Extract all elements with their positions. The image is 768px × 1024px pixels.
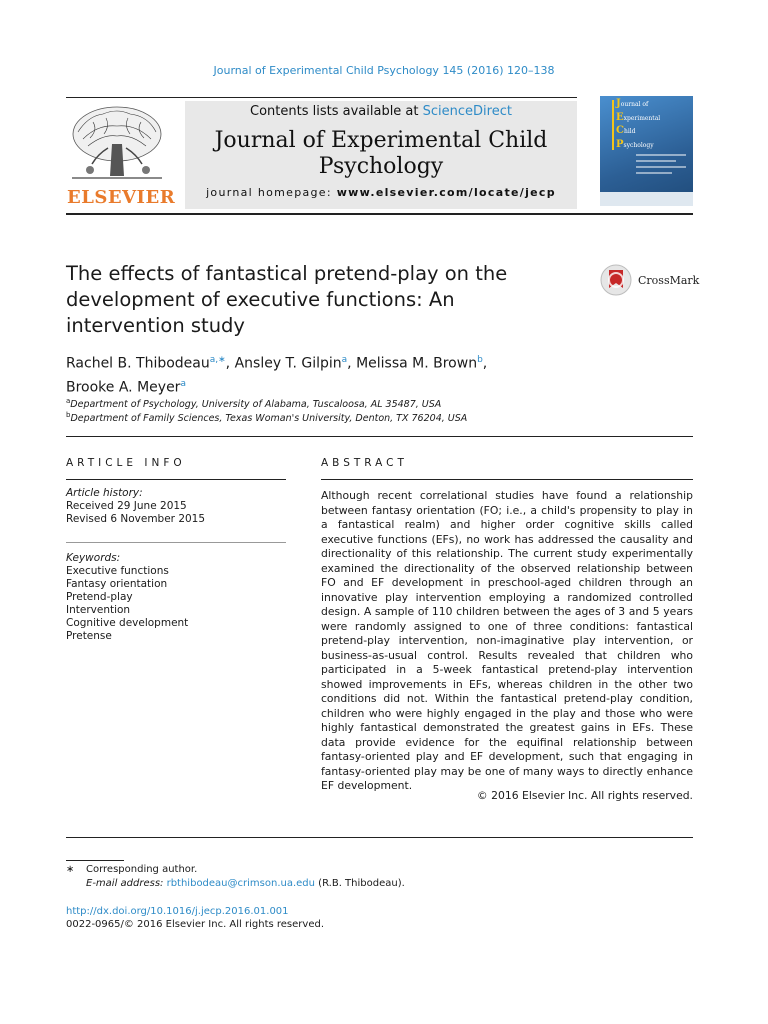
author-list	[66, 350, 606, 397]
email-note	[86, 878, 405, 889]
cover-letter: P	[616, 138, 624, 150]
journal-cover-image	[600, 96, 693, 206]
author-row	[66, 374, 606, 398]
article-history	[66, 487, 286, 526]
contents-prefix: Contents lists available at	[250, 104, 423, 119]
journal-title-line2: Psychology	[318, 154, 444, 179]
keyword: Pretense	[66, 630, 112, 642]
keyword: Fantasy orientation	[66, 578, 168, 590]
history-rule	[66, 542, 286, 543]
author-name: Ansley T. Gilpin	[234, 355, 342, 372]
journal-citation[interactable]: Journal of Experimental Child Psychology 145 (2016) 120–138	[213, 64, 555, 77]
author-separator: ,	[347, 355, 357, 372]
abstract-copyright: © 2016 Elsevier Inc. All rights reserved.	[476, 789, 693, 802]
email-suffix: (R.B. Thibodeau).	[314, 878, 405, 889]
cover-contents-lines	[636, 154, 686, 174]
sciencedirect-link[interactable]: ScienceDirect	[422, 104, 512, 119]
abstract-text: Although recent correlational studies have found a relationship between fantasy orientation (FO; i.e., a child's propensity to play in a fantastical realm) and higher order cognitive skills called executive functions (EFs), no work has addressed the causality and directionality of this relationship. The current study experimentally examined the directionality of the observed relationship between FO and EF development in preschool-aged children through an innovative play intervention employing a randomized controlled design. A sample of 110 children between the ages of 3 and 5 years were randomly assigned to one of three conditions: fantastical pretend-play intervention, non-imaginative play intervention, or business-as-usual control. Results revealed that children who participated in a 5-week fantastical pretend-play intervention showed improvements in EFs, whereas children in the other two conditions did not. Within the fantastical pretend-play condition, children who were highly engaged in the play and those who were highly fantastical demonstrated the greatest gains in EFs. These data provide evidence for the equifinal relationship between fantasy-oriented play and EF development, such that engaging in fantasy-oriented play may be one of many ways to directly enhance EF development.	[321, 489, 693, 792]
footnote-marker: ∗	[66, 864, 75, 875]
keyword: Pretend-play	[66, 591, 133, 603]
journal-homepage	[185, 186, 577, 199]
email-link[interactable]: rbthibodeau@crimson.ua.edu	[166, 878, 315, 889]
contents-line	[185, 104, 577, 119]
author-affiliation-marker[interactable]: a	[180, 378, 186, 389]
homepage-url[interactable]: www.elsevier.com/locate/jecp	[336, 186, 556, 199]
corresponding-author-note	[66, 864, 197, 875]
cover-title-row	[616, 125, 660, 139]
email-label: E-mail address:	[86, 878, 167, 889]
keyword: Executive functions	[66, 565, 169, 577]
author-separator: ,	[225, 355, 235, 372]
author-name: Rachel B. Thibodeau	[66, 355, 210, 372]
header-top-rule	[66, 97, 577, 98]
cover-letter: C	[616, 125, 624, 136]
journal-title	[185, 128, 577, 180]
author-name: Melissa M. Brown	[356, 355, 478, 372]
header-bottom-rule	[66, 213, 693, 215]
crossmark-badge[interactable]	[600, 264, 700, 296]
history-label: Article history:	[66, 487, 143, 499]
cover-title-row	[616, 112, 660, 126]
article-info-rule	[66, 479, 286, 480]
cover-word: hild	[623, 128, 636, 135]
cover-letter: E	[616, 111, 624, 123]
keyword: Intervention	[66, 604, 131, 616]
elsevier-tree-logo	[68, 104, 166, 186]
article-info-heading: ARTICLE INFO	[66, 457, 186, 469]
corresponding-label: Corresponding author.	[86, 864, 198, 875]
affiliation-marker: a	[66, 397, 71, 405]
affiliation-text: Department of Psychology, University of Alabama, Tuscaloosa, AL 35487, USA	[70, 399, 442, 411]
keywords-label: Keywords:	[66, 552, 121, 564]
author-affiliation-marker[interactable]: b	[477, 355, 483, 365]
cover-title-row	[616, 139, 660, 153]
cover-word: ournal of	[620, 101, 649, 108]
issn-copyright: 0022-0965/© 2016 Elsevier Inc. All rights reserved.	[66, 919, 324, 930]
title-line1: The effects of fantastical pretend-play on the	[66, 262, 508, 285]
affiliation	[66, 411, 686, 424]
author-affiliation-marker[interactable]: a	[341, 355, 348, 365]
revised-date: Revised 6 November 2015	[66, 513, 206, 525]
crossmark-icon	[600, 264, 632, 296]
title-line2: development of executive functions: An	[66, 288, 455, 311]
journal-title-line1: Journal of Experimental Child	[214, 128, 548, 153]
affiliation-marker: b	[66, 411, 71, 419]
author-row	[66, 350, 606, 374]
cover-word: sychology	[623, 141, 654, 149]
cover-letter: J	[616, 98, 621, 109]
affiliation-text: Department of Family Sciences, Texas Woman's University, Denton, TX 76204, USA	[70, 413, 468, 425]
publisher-wordmark: ELSEVIER	[67, 187, 176, 208]
abstract-rule	[321, 479, 693, 480]
article-title	[66, 261, 566, 339]
affiliation	[66, 397, 686, 410]
affiliation-rule	[66, 436, 693, 437]
cover-title-row	[616, 98, 660, 112]
homepage-prefix: journal homepage:	[206, 186, 337, 199]
author-name: Brooke A. Meyer	[66, 379, 181, 396]
crossmark-label: CrossMark	[638, 274, 700, 287]
received-date: Received 29 June 2015	[66, 500, 187, 512]
author-separator: ,	[482, 355, 488, 372]
cover-word: xperimental	[623, 114, 661, 122]
title-line3: intervention study	[66, 314, 245, 337]
doi-link[interactable]: http://dx.doi.org/10.1016/j.jecp.2016.01.001	[66, 906, 289, 917]
footnote-rule	[66, 860, 124, 861]
abstract-heading: ABSTRACT	[321, 457, 408, 469]
abstract-bottom-rule	[66, 837, 693, 838]
keywords-block	[66, 552, 286, 643]
author-affiliation-marker[interactable]: a,∗	[209, 355, 226, 365]
keyword: Cognitive development	[66, 617, 189, 629]
